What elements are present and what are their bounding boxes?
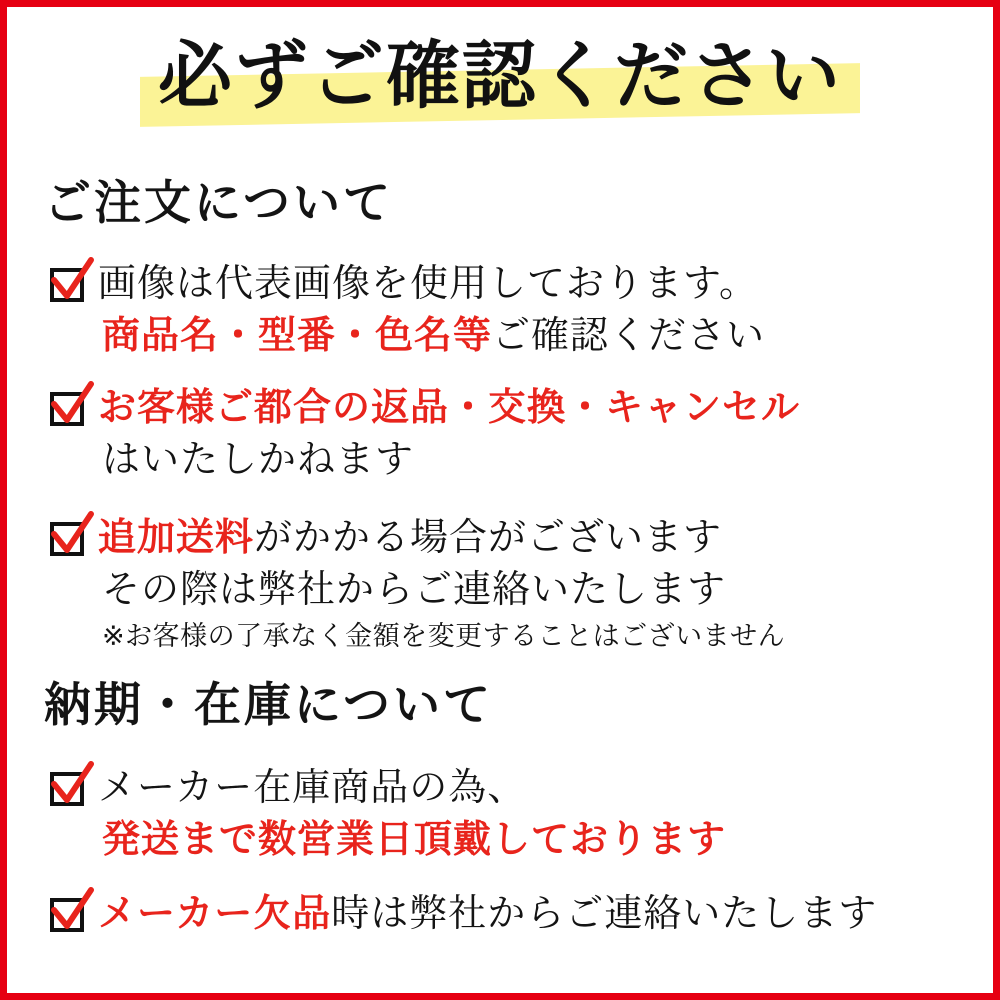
item-note: ※お客様の了承なく金額を変更することはございません	[102, 621, 786, 653]
item-line: 画像は代表画像を使用しております。	[98, 261, 758, 305]
item-line-emphasis: メーカー欠品	[98, 891, 332, 935]
check-item-no-returns	[48, 382, 968, 485]
item-line-emphasis: 商品名・型番・色名等	[102, 312, 493, 357]
checkbox-checked-icon	[48, 518, 90, 560]
item-line	[98, 310, 968, 362]
checkbox-checked-icon	[48, 768, 90, 810]
item-line-rest: ご確認ください	[492, 312, 766, 357]
checkbox-checked-icon	[48, 894, 90, 936]
check-item-maker-out-of-stock	[48, 888, 968, 940]
checkbox-checked-icon	[48, 264, 90, 306]
item-line: はいたしかねます	[102, 436, 415, 481]
check-item-maker-stock	[48, 762, 968, 865]
item-line	[98, 888, 968, 940]
item-line-emphasis: 発送まで数営業日頂戴しております	[102, 816, 727, 861]
section-heading-delivery-stock: 納期・在庫について	[44, 678, 494, 733]
checkbox-checked-icon	[48, 388, 90, 430]
check-item-representative-image	[48, 258, 968, 361]
page-title	[0, 33, 1000, 122]
item-line-rest: 時は弊社からご連絡いたします	[331, 891, 878, 935]
item-line: メーカー在庫商品の為、	[98, 765, 527, 809]
item-line-rest: がかかる場合がございます	[254, 515, 723, 559]
section-heading-orders: ご注文について	[44, 176, 394, 231]
check-item-additional-shipping	[48, 512, 968, 654]
item-line	[98, 512, 968, 564]
page-title-text: 必ずご確認ください	[158, 33, 842, 119]
item-line-emphasis: 追加送料	[98, 515, 255, 559]
item-line: その際は弊社からご連絡いたします	[102, 566, 727, 611]
item-line-emphasis: お客様ご都合の返品・交換・キャンセル	[98, 385, 801, 429]
